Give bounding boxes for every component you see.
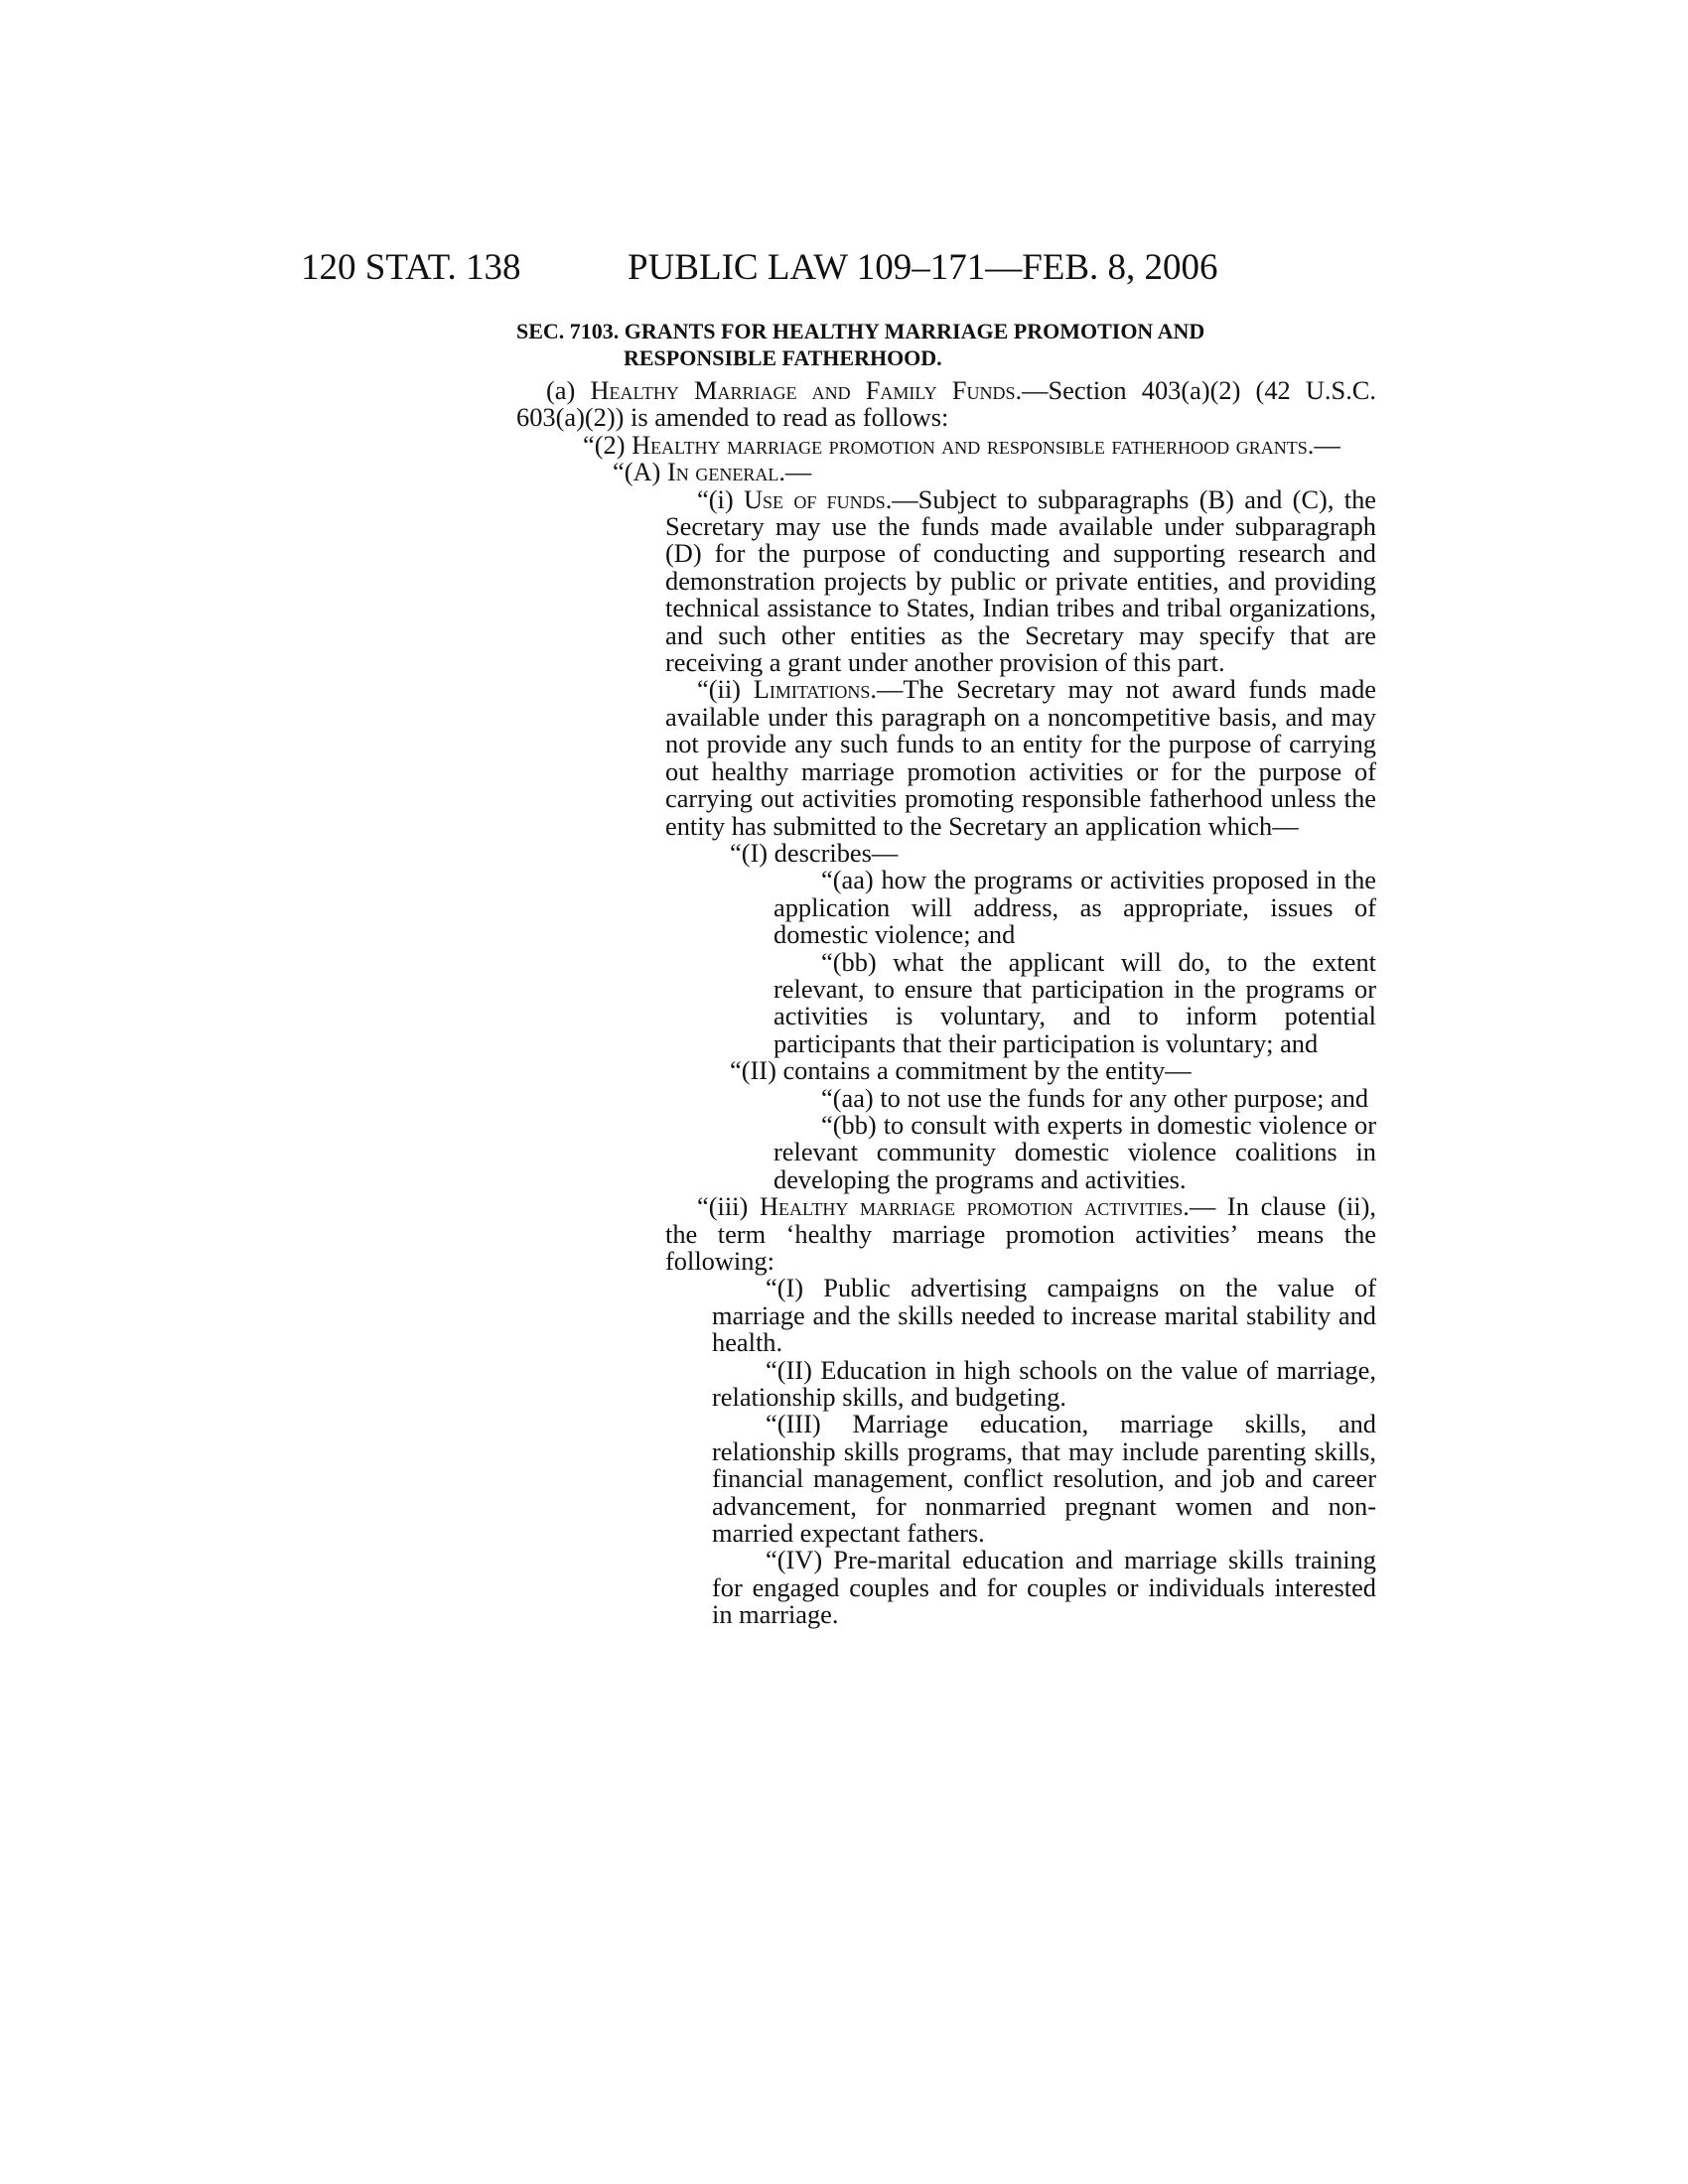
paragraph-2 xyxy=(516,429,1376,460)
activity-II: “(II) Education in high schools on the value of marriage, relationship skills, and budgeting. xyxy=(712,1354,1376,1413)
section-heading-line2: RESPONSIBLE FATHERHOOD. xyxy=(624,345,942,370)
clause-i-heading: Use of funds xyxy=(743,483,886,514)
subsection-a-label: (a) xyxy=(546,375,591,405)
clause-i-text: .—Subject to subparagraphs (B) and (C), the Secretary may use the funds made available under subparagraph (D) for the purpose of conducting and supporting research and demonstration projects by public or private entities, and providing technical assistance to States, Indian tribes and tribal organizations, and such other entities as the Secretary may specify that are receiving a grant under another provision of this part. xyxy=(665,483,1376,678)
subparagraph-A-label: “(A) xyxy=(613,457,667,487)
clause-ii-text: .—The Secretary may not award funds made available under this paragraph on a noncompetitive basis, and may not provide any such funds to an entity for the purpose of carrying out healthy marriage promotion activities or for the purpose of carrying out activities promoting responsible fatherhood unless the entity has submitted to the Secretary an application which— xyxy=(665,674,1376,841)
clause-ii-label: “(ii) xyxy=(697,674,754,705)
subclause-I: “(I) describes— xyxy=(730,837,899,868)
subsection-a-heading: Healthy Marriage and Family Funds xyxy=(590,375,1016,405)
activity-IV: “(IV) Pre-marital education and marriage skills training for engaged couples and for couples or individuals interested in marriage. xyxy=(712,1545,1376,1630)
section-heading xyxy=(516,318,1376,371)
subsection-a xyxy=(516,377,1376,432)
clause-i xyxy=(516,483,1376,678)
subsection-a-text: .—Section 403(a)(2) (42 U.S.C. 603(a)(2)) is amended to read as follows: xyxy=(516,375,1377,433)
subclause-II-aa: “(aa) to not use the funds for any other purpose; and xyxy=(821,1082,1369,1113)
subclause-I-bb: “(bb) what the applicant will do, to the extent relevant, to ensure that participation in the programs or activities is voluntary, and to inform potential participants that their participation is voluntary; and xyxy=(774,946,1376,1058)
subclause-II-bb: “(bb) to consult with experts in domestic violence or relevant community domestic violence coalitions in developing the programs and activities. xyxy=(774,1109,1376,1194)
statute-page-number: 120 STAT. 138 xyxy=(301,247,521,288)
subparagraph-A xyxy=(516,459,1376,485)
paragraph-2-label: “(2) xyxy=(583,429,633,460)
clause-iii-text: .— In clause (ii), the term ‘healthy marriage promotion activities’ means the following: xyxy=(665,1191,1376,1276)
clause-ii xyxy=(516,676,1376,839)
clause-iii-heading: Healthy marriage promotion activities xyxy=(759,1191,1184,1222)
clause-iii-label: “(iii) xyxy=(697,1191,760,1222)
activity-I: “(I) Public advertising campaigns on the value of marriage and the skills needed to increase marital stability and health. xyxy=(712,1273,1376,1358)
activity-III: “(III) Marriage education, marriage skills, and relationship skills programs, that may include parenting skills, financial management, conflict resolution, and job and career advancement, for nonmarried pregnant women and non-married expectant fathers. xyxy=(712,1409,1376,1549)
clause-i-label: “(i) xyxy=(697,483,744,514)
subclause-I-aa: “(aa) how the programs or activities proposed in the application will address, as appropriate, issues of domestic violence; and xyxy=(774,865,1376,950)
section-heading-line1: SEC. 7103. GRANTS FOR HEALTHY MARRIAGE PROMOTION AND xyxy=(516,319,1205,343)
clause-iii xyxy=(516,1193,1376,1275)
document-body xyxy=(516,377,1376,1629)
paragraph-2-heading: Healthy marriage promotion and responsible fatherhood grants xyxy=(632,429,1308,460)
subclause-II: “(II) contains a commitment by the entity— xyxy=(730,1055,1192,1086)
clause-ii-heading: Limitations xyxy=(753,674,871,705)
running-header: PUBLIC LAW 109–171—FEB. 8, 2006 xyxy=(628,247,1218,288)
subparagraph-A-heading: In general xyxy=(666,457,779,487)
paragraph-2-dash: .— xyxy=(1307,429,1340,460)
subparagraph-A-dash: .— xyxy=(778,457,812,487)
